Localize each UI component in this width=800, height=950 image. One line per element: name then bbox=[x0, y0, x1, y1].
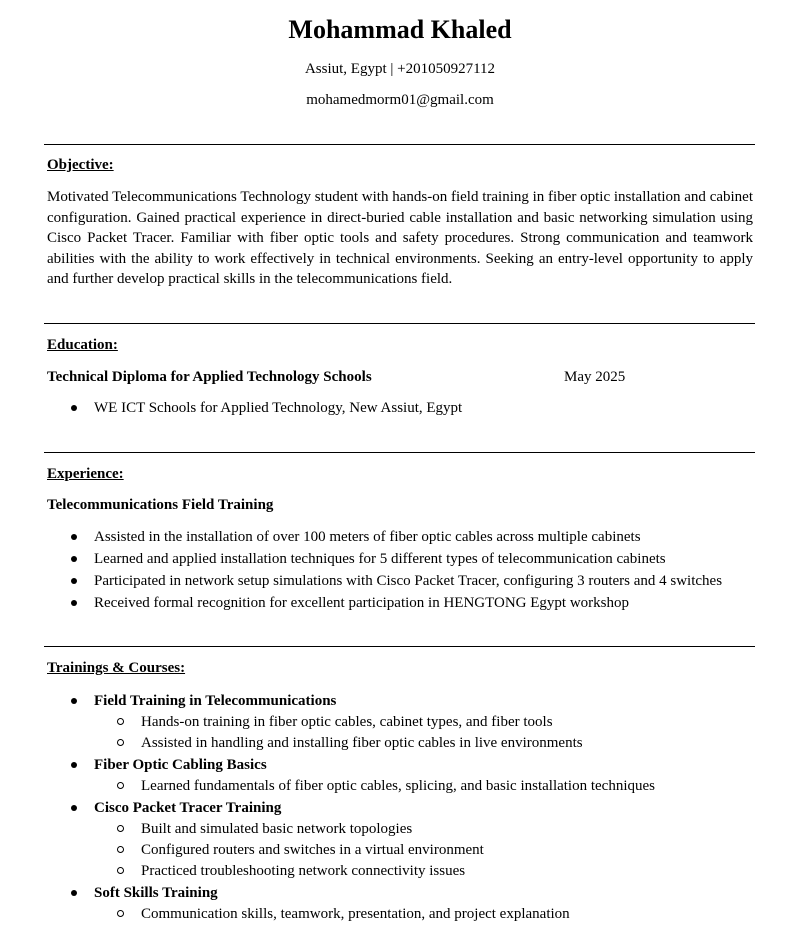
course-name: Fiber Optic Cabling Basics bbox=[94, 757, 267, 773]
course-name: Field Training in Telecommunications bbox=[94, 693, 337, 709]
course-detail-text: Hands-on training in fiber optic cables, cabinet types, and fiber tools bbox=[141, 714, 553, 730]
list-item bbox=[0, 592, 800, 614]
section-divider bbox=[44, 323, 755, 324]
course-detail-text: Learned fundamentals of fiber optic cables, splicing, and basic installation techniques bbox=[141, 778, 655, 794]
course-item bbox=[0, 882, 800, 904]
course-detail bbox=[0, 732, 800, 754]
trainings-heading: Trainings & Courses: bbox=[47, 660, 186, 676]
bullet-icon bbox=[71, 890, 77, 896]
course-detail bbox=[0, 775, 800, 797]
list-item bbox=[0, 526, 800, 548]
sub-bullet-icon bbox=[117, 846, 124, 853]
course-item bbox=[0, 797, 800, 819]
list-item bbox=[0, 570, 800, 592]
experience-role: Telecommunications Field Training bbox=[47, 497, 274, 513]
course-detail bbox=[0, 818, 800, 840]
objective-text: Motivated Telecommunications Technology student with hands-on field training in fiber optic installation and cabinet configuration. Gained practical experience in direct-buried cable installation and basic networking simulation using Cisco Packet Tracer. Familiar with fiber optic tools and safety procedures. Strong communication and teamwork abilities with the ability to work effectively in technical environments. Seeking an entry-level opportunity to apply and further develop practical skills in the telecommunications field. bbox=[47, 189, 753, 288]
course-detail bbox=[0, 839, 800, 861]
candidate-name: Mohammad Khaled bbox=[288, 15, 512, 44]
course-name: Soft Skills Training bbox=[94, 885, 218, 901]
location-phone: Assiut, Egypt | +201050927112 bbox=[304, 61, 496, 77]
sub-bullet-icon bbox=[117, 910, 124, 917]
graduation-date: May 2025 bbox=[564, 369, 626, 385]
course-detail bbox=[0, 711, 800, 733]
bullet-icon bbox=[71, 534, 77, 540]
course-name: Cisco Packet Tracer Training bbox=[94, 800, 282, 816]
bullet-icon bbox=[71, 405, 77, 411]
degree-title: Technical Diploma for Applied Technology Schools bbox=[47, 369, 372, 385]
bullet-icon bbox=[71, 578, 77, 584]
list-item bbox=[0, 548, 800, 570]
experience-item: Received formal recognition for excellent participation in HENGTONG Egypt workshop bbox=[94, 595, 629, 611]
sub-bullet-icon bbox=[117, 867, 124, 874]
course-detail-text: Configured routers and switches in a virtual environment bbox=[141, 842, 484, 858]
sub-bullet-icon bbox=[117, 739, 124, 746]
course-item bbox=[0, 690, 800, 712]
course-detail bbox=[0, 903, 800, 925]
list-item bbox=[0, 397, 800, 419]
sub-bullet-icon bbox=[117, 782, 124, 789]
experience-item: Learned and applied installation techniques for 5 different types of telecommunication cabinets bbox=[94, 551, 666, 567]
section-divider bbox=[44, 144, 755, 145]
bullet-icon bbox=[71, 556, 77, 562]
school-name: WE ICT Schools for Applied Technology, New Assiut, Egypt bbox=[94, 400, 463, 416]
experience-heading: Experience: bbox=[47, 466, 124, 482]
experience-item: Assisted in the installation of over 100 meters of fiber optic cables across multiple cabinets bbox=[94, 529, 641, 545]
experience-item: Participated in network setup simulations with Cisco Packet Tracer, configuring 3 routers and 4 switches bbox=[94, 573, 723, 589]
course-detail-text: Built and simulated basic network topologies bbox=[141, 821, 413, 837]
course-detail-text: Assisted in handling and installing fiber optic cables in live environments bbox=[141, 735, 583, 751]
education-heading: Education: bbox=[47, 337, 118, 353]
course-detail-text: Practiced troubleshooting network connectivity issues bbox=[141, 863, 466, 879]
objective-heading: Objective: bbox=[47, 157, 114, 173]
course-detail bbox=[0, 860, 800, 882]
course-detail-text: Communication skills, teamwork, presentation, and project explanation bbox=[141, 906, 570, 922]
bullet-icon bbox=[71, 805, 77, 811]
bullet-icon bbox=[71, 762, 77, 768]
sub-bullet-icon bbox=[117, 718, 124, 725]
bullet-icon bbox=[71, 600, 77, 606]
section-divider bbox=[44, 646, 755, 647]
sub-bullet-icon bbox=[117, 825, 124, 832]
bullet-icon bbox=[71, 698, 77, 704]
course-item bbox=[0, 754, 800, 776]
email-address: mohamedmorm01@gmail.com bbox=[306, 92, 494, 108]
section-divider bbox=[44, 452, 755, 453]
